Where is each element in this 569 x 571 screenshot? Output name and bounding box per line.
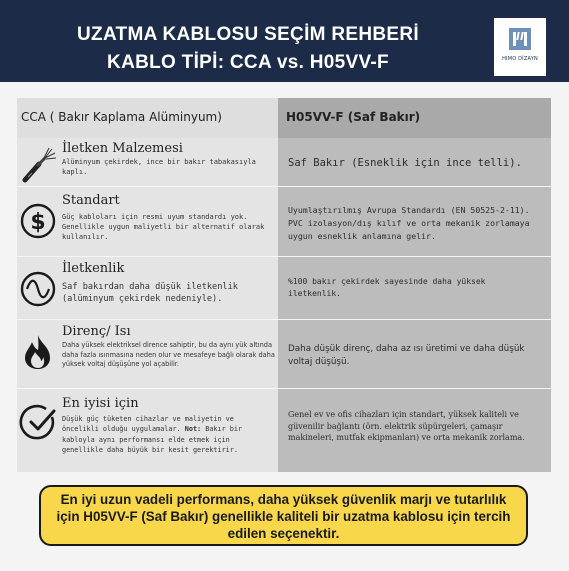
table-row	[17, 389, 551, 472]
table-row	[17, 138, 551, 187]
cable-icon	[19, 144, 59, 184]
row-h05vvf-text: %100 bakır çekirdek sayesinde daha yüksek iletkenlik.	[288, 277, 486, 298]
check-circle-icon	[19, 403, 59, 443]
column-header-h05vvf	[278, 98, 551, 138]
header-subtitle: KABLO TİPİ: CCA vs. H05VV-F	[107, 52, 389, 73]
sine-wave-icon	[19, 269, 59, 309]
comparison-table	[17, 98, 551, 472]
table-row	[17, 187, 551, 257]
header-title: UZATMA KABLOSU SEÇİM REHBERİ	[77, 24, 419, 45]
row-title-best-for: En iyisi için	[62, 396, 139, 411]
recommendation-text: En iyi uzun vadeli performans, daha yüksek güvenlik marjı ve tutarlılık için H05VV-F (Saf Bakır) genellikle kaliteli bir uzatma kablosu için tercih edilen seçenektir.	[56, 492, 511, 541]
row-title-resistance: Direnç/ Isı	[62, 324, 131, 339]
row-cca-text: Alüminyum çekirdek, ince bir bakır tabakasıyla kaplı.	[62, 158, 256, 176]
column-header-cca-label: CCA ( Bakır Kaplama Alüminyum)	[21, 110, 222, 124]
note-label: Not:	[184, 425, 202, 434]
flame-icon	[19, 332, 59, 372]
svg-text:$: $	[30, 210, 46, 235]
column-header-cca	[17, 98, 278, 138]
table-row	[17, 320, 551, 389]
row-cca-text: Güç kabloları için resmi uyum standardı yok. Genellikle uygun maliyetli bir alternatif olarak kullanılır.	[62, 213, 265, 241]
header-banner	[0, 0, 569, 82]
row-title-conductivity: İletkenlik	[62, 261, 125, 276]
row-h05vvf-text: Uyumlaştırılmış Avrupa Standardı (EN 50525-2-11). PVC izolasyon/dış kılıf ve orta mekanik zorlamaya uygun esneklik anlamına gelir.	[288, 205, 530, 241]
row-h05vvf-text: Saf Bakır (Esneklik için ince telli).	[288, 157, 522, 169]
table-row	[17, 257, 551, 320]
logo-mark-icon	[509, 28, 531, 50]
row-title-conductor: İletken Malzemesi	[62, 141, 183, 156]
column-header-h05vvf-label: H05VV-F (Saf Bakır)	[286, 110, 421, 124]
dollar-icon	[19, 201, 59, 241]
brand-logo	[494, 18, 546, 76]
row-title-standard: Standart	[62, 193, 120, 208]
recommendation-callout	[39, 485, 528, 546]
logo-text: HIMO DİZAYN	[502, 56, 538, 62]
row-cca-text: Daha yüksek elektriksel dirence sahiptir, bu da aynı yük altında daha fazla ısınmasına neden olur ve mesafeye bağlı olarak daha yüksek voltaj düşüşüne yol açabilir.	[62, 341, 275, 369]
row-h05vvf-text: Daha düşük direnç, daha az ısı üretimi ve daha düşük voltaj düşüşü.	[288, 344, 525, 367]
row-cca-text: Saf bakırdan daha düşük iletkenlik (alüminyum çekirdek nedeniyle).	[62, 282, 238, 304]
row-cca-text: Düşük güç tüketen cihazlar ve maliyetin ve öncelikli olduğu uygulamalar. Not: Bakır bir kabloyla aynı performansı elde etmek için genellikle daha büyük bir kesit gerektirir.	[62, 415, 243, 455]
row-h05vvf-text: Genel ev ve ofis cihazları için standart, yüksek kaliteli ve güvenilir bağlantı (örn. elektrik süpürgeleri, çamaşır makineleri, mutfak ekipmanları) ve orta mekanik zorlama.	[288, 410, 525, 443]
